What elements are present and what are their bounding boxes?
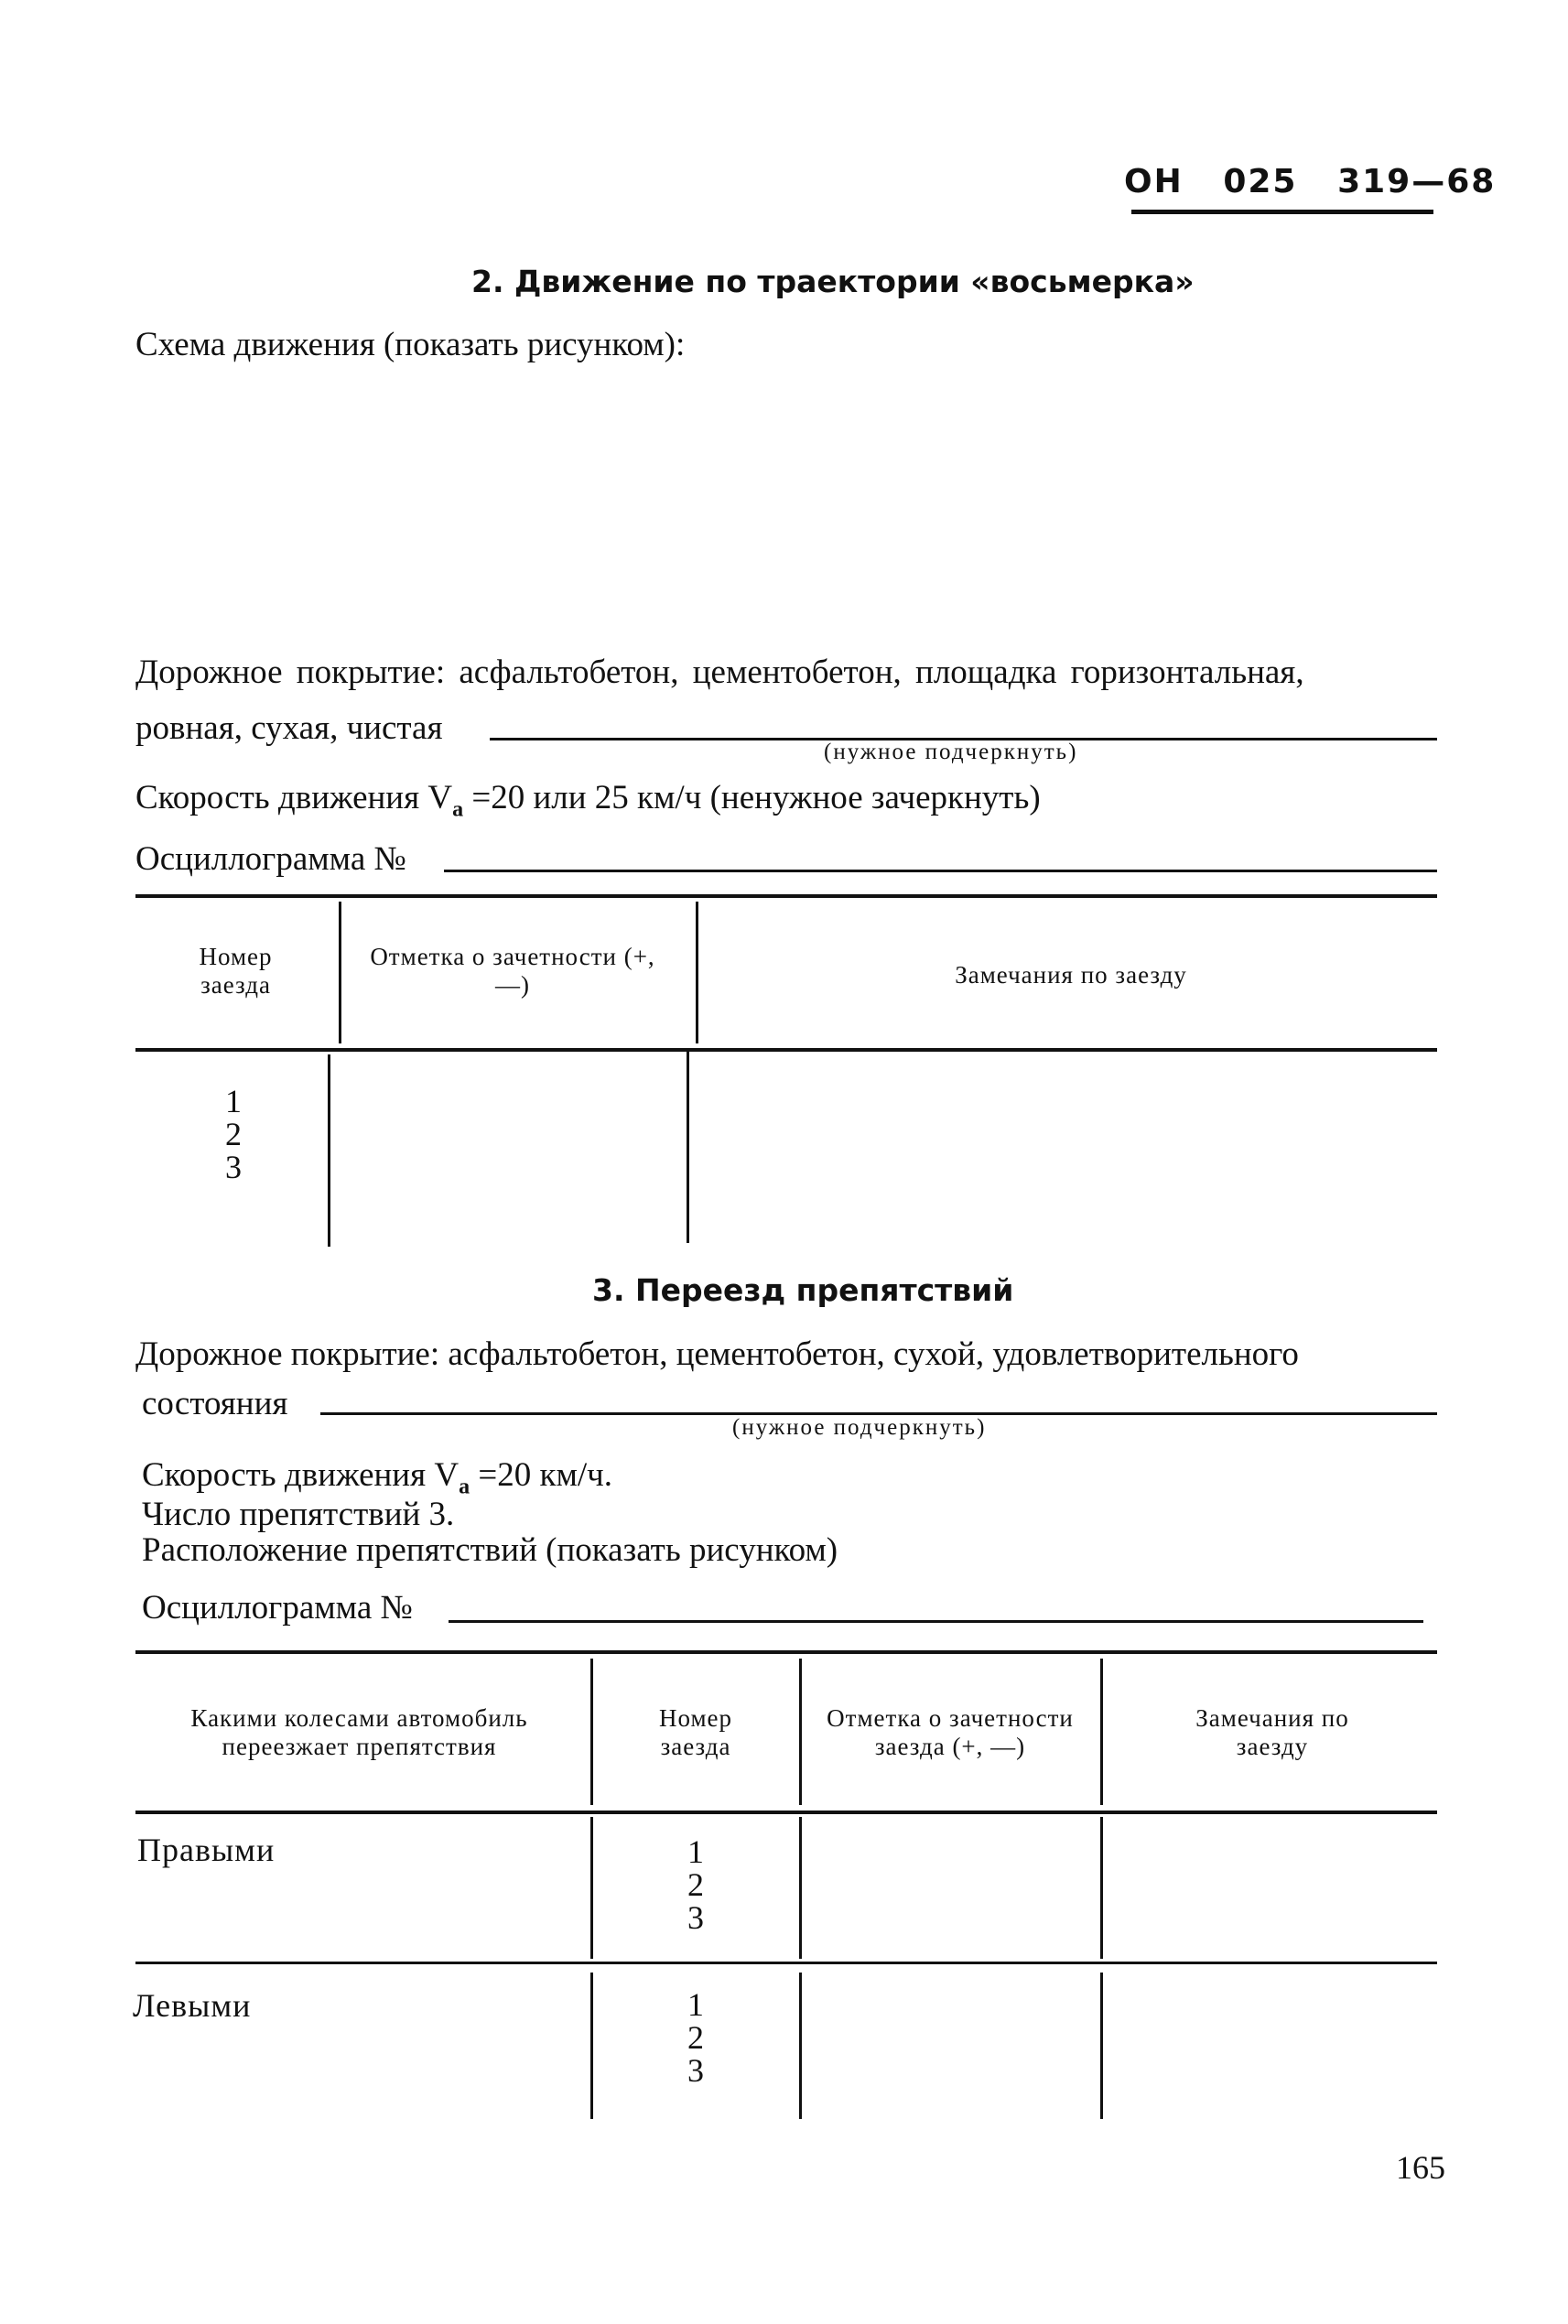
section3-obstacles-count: Число препятствий 3. <box>142 1496 455 1533</box>
section2-table-header-pass-mark: Отметка о зачетности (+, —) <box>370 943 655 1000</box>
table-row: 3 <box>225 1149 242 1185</box>
section2-table-header-remarks: Замечания по заезду <box>955 961 1187 989</box>
section2-table-col1-divider-head <box>339 902 341 1043</box>
section3-table-divider-1-group1 <box>590 1817 593 1959</box>
section3-table-divider-3-group1 <box>1100 1817 1103 1959</box>
table-row: 1 <box>687 1986 704 2023</box>
section3-table-divider-1-head <box>590 1659 593 1805</box>
section3-table-group-rule <box>135 1962 1437 1964</box>
section3-table-header-pass-mark: Отметка о зачетности заезда (+, —) <box>827 1704 1074 1761</box>
section3-table-top-rule <box>135 1650 1437 1654</box>
section3-table-divider-2-group2 <box>799 1973 802 2119</box>
section3-group-right-runs <box>673 1835 719 1934</box>
section2-oscillogram-label: Осциллограмма № <box>135 840 406 878</box>
section3-speed-suffix: =20 км/ч. <box>470 1456 613 1494</box>
section2-table-col2-divider-body <box>687 1051 689 1243</box>
section2-road-line2: ровная, сухая, чистая <box>135 709 443 747</box>
table-row: 2 <box>225 1116 242 1152</box>
section2-speed-sub: a <box>452 797 464 822</box>
table-row: 2 <box>687 2019 704 2056</box>
section2-scheme-label: Схема движения (показать рисунком): <box>135 326 686 363</box>
table-row: 1 <box>225 1083 242 1119</box>
section3-table-divider-3-head <box>1100 1659 1103 1805</box>
header-underline <box>1131 210 1433 214</box>
section2-road-line1: Дорожное покрытие: асфальтобетон, цементобетон, площадка горизонтальная, <box>135 654 1304 691</box>
section3-road-line2: состояния <box>142 1385 288 1422</box>
section3-group-right-label: Правыми <box>137 1832 276 1868</box>
section3-oscillogram-label: Осциллограмма № <box>142 1589 413 1627</box>
page-number: 165 <box>1396 2149 1445 2186</box>
section2-table-col2-divider-head <box>696 902 698 1043</box>
section3-group-left-label: Левыми <box>133 1987 252 2024</box>
section3-group-left-runs <box>673 1988 719 2087</box>
table-row: 2 <box>687 1866 704 1903</box>
section3-table-header-remarks: Замечания по заезду <box>1195 1704 1349 1761</box>
section3-table-header-run-number: Номер заезда <box>658 1704 733 1761</box>
section3-speed-prefix: Скорость движения V <box>142 1456 460 1494</box>
section3-table-divider-2-head <box>799 1659 802 1805</box>
section3-road-line1: Дорожное покрытие: асфальтобетон, цементобетон, сухой, удовлетворительного <box>135 1335 1299 1373</box>
section3-speed-sub: a <box>459 1475 470 1499</box>
section2-table-header-rule <box>135 1048 1437 1052</box>
section3-table-divider-1-group2 <box>590 1973 593 2119</box>
section3-table-header-wheels: Какими колесами автомобиль переезжает препятствия <box>190 1704 528 1761</box>
table-row: 3 <box>687 2052 704 2089</box>
section2-table-header-run-number: Номер заезда <box>199 943 273 1000</box>
section3-oscillogram-fill-line <box>449 1620 1423 1623</box>
section3-underline-note: (нужное подчеркнуть) <box>732 1415 987 1440</box>
section2-table-col1-divider-body <box>328 1054 330 1247</box>
section3-obstacles-layout: Расположение препятствий (показать рисунком) <box>142 1531 838 1569</box>
section2-speed-suffix: =20 или 25 км/ч (ненужное зачеркнуть) <box>463 779 1041 816</box>
section3-title: 3. Переезд препятствий <box>592 1272 1014 1308</box>
section2-underline-note: (нужное подчеркнуть) <box>824 740 1078 764</box>
table-row: 3 <box>687 1899 704 1936</box>
section2-speed-prefix: Скорость движения V <box>135 779 453 816</box>
section3-table-divider-3-group2 <box>1100 1973 1103 2119</box>
table-row: 1 <box>687 1833 704 1870</box>
section2-speed <box>135 778 1041 822</box>
document-code: ОН 025 319—68 <box>1124 163 1497 200</box>
section2-title: 2. Движение по траектории «восьмерка» <box>471 264 1195 299</box>
section2-oscillogram-fill-line <box>444 870 1437 872</box>
section3-speed <box>142 1455 612 1499</box>
section3-table-header-rule <box>135 1811 1437 1814</box>
section2-table-run-list <box>211 1085 256 1184</box>
section3-table-divider-2-group1 <box>799 1817 802 1959</box>
section2-table-top-rule <box>135 894 1437 898</box>
